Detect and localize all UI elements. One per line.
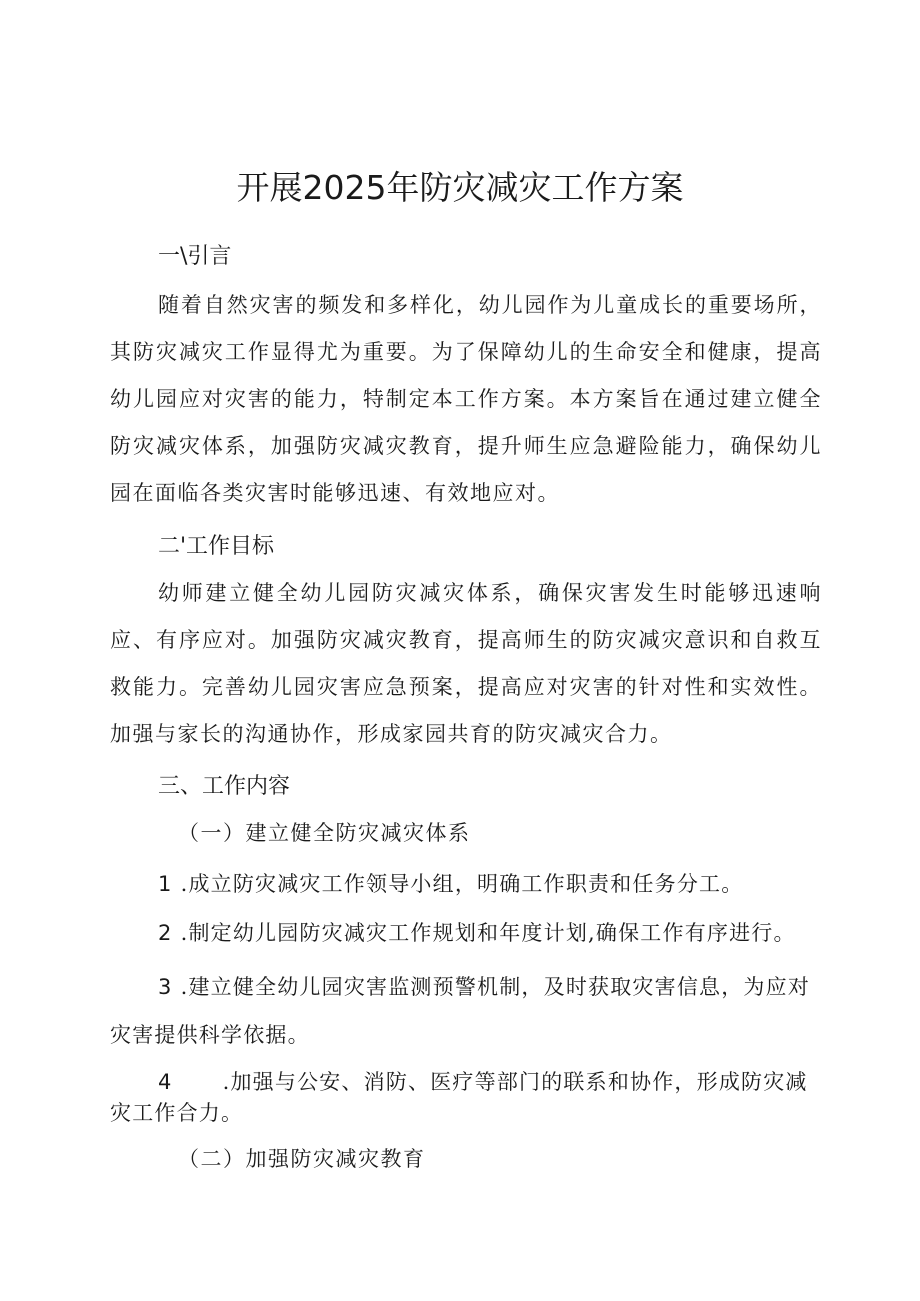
list-item-text: .制定幼儿园防灾减灾工作规划和年度计划,确保工作有序进行。	[180, 921, 796, 945]
list-item-number: 3	[158, 975, 173, 999]
list-item-text: .加强与公安、消防、医疗等部门的联系和协作，形成防灾减灾工作合力。	[110, 1070, 808, 1125]
list-item-number: 2	[158, 921, 173, 945]
list-item-text: .成立防灾减灾工作领导小组，明确工作职责和任务分工。	[180, 872, 744, 896]
list-item-number: 4	[158, 1070, 173, 1094]
introduction-paragraph	[110, 282, 822, 517]
goals-text: 幼师建立健全幼儿园防灾减灾体系，确保灾害发生时能够迅速响应、有序应对。加强防灾减灾教育，提高师生的防灾减灾意识和自救互救能力。完善幼儿园灾害应急预案，提高应对灾害的针对性和实效性。加强与家长的沟通协作，形成家园共育的防灾减灾合力。	[110, 581, 822, 746]
section-heading-content: 三、工作内容	[158, 774, 291, 799]
document-title: 开展2025年防灾减灾工作方案	[236, 168, 684, 207]
list-item	[110, 1067, 822, 1129]
introduction-text: 随着自然灾害的频发和多样化，幼儿园作为儿童成长的重要场所，其防灾减灾工作显得尤为重要。为了保障幼儿的生命安全和健康，提高幼儿园应对灾害的能力，特制定本工作方案。本方案旨在通过建立健全防灾减灾体系，加强防灾减灾教育，提升师生应急避险能力，确保幼儿园在面临各类灾害时能够迅速、有效地应对。	[110, 293, 822, 505]
section-heading-introduction: 一\引言	[158, 244, 232, 269]
subsection-heading-system: （一）建立健全防灾减灾体系	[178, 821, 471, 845]
goals-paragraph	[110, 570, 822, 758]
list-item	[110, 866, 822, 902]
list-item-number: 1	[158, 872, 173, 896]
section-heading-goals: 二'工作目标	[158, 534, 275, 559]
list-item	[110, 963, 822, 1059]
subsection-heading-education: （二）加强防灾减灾教育	[178, 1147, 426, 1171]
list-item-text: .建立健全幼儿园灾害监测预警机制，及时获取灾害信息，为应对灾害提供科学依据。	[110, 975, 811, 1047]
list-item	[110, 915, 822, 951]
